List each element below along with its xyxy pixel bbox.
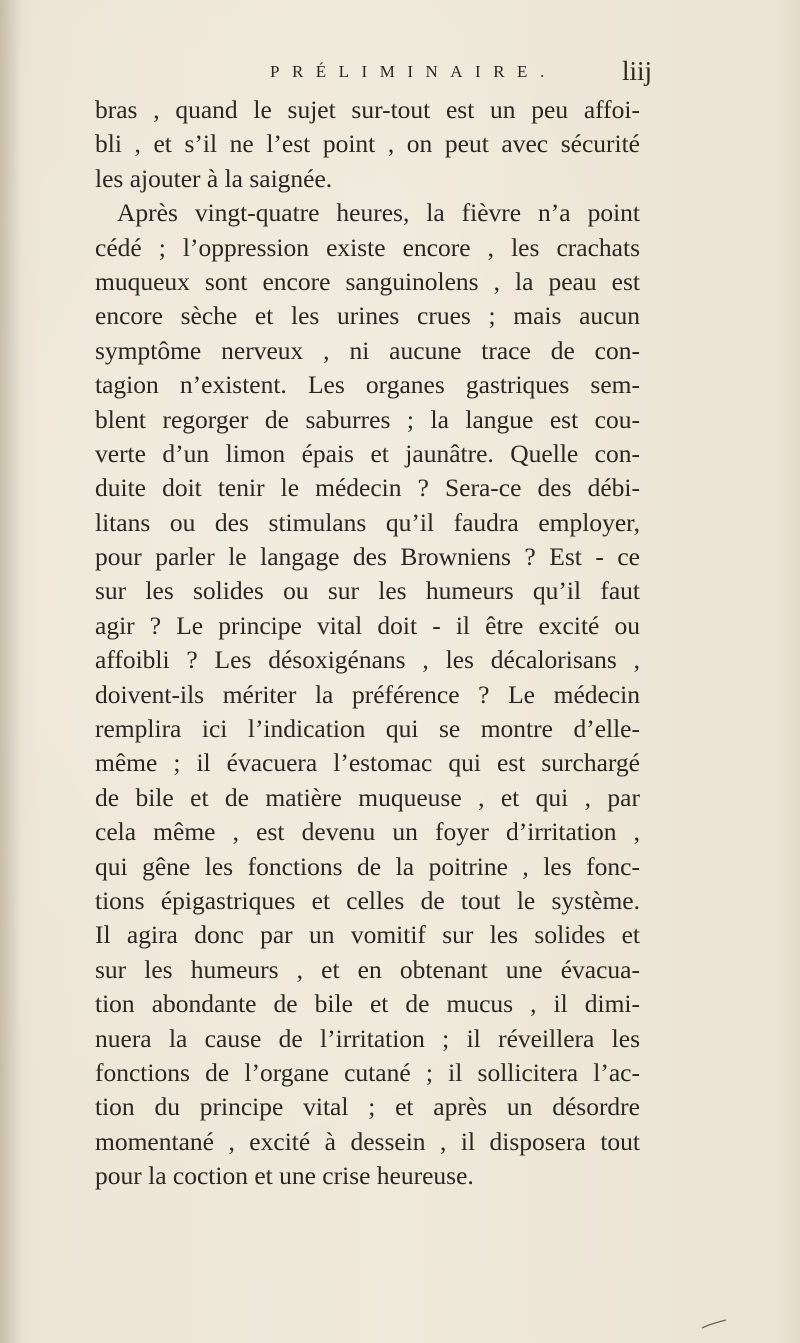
text-line: bras , quand le sujet sur-tout est un peu affoi- xyxy=(95,95,640,124)
text-line: momentané , excité à dessein , il disposera tout xyxy=(95,1126,640,1156)
text-line: blent regorger de saburres ; la langue est cou- xyxy=(95,404,640,434)
text-line: affoibli ? Les désoxigénans , les décalorisans , xyxy=(95,645,640,675)
ink-mark xyxy=(700,1318,728,1330)
text-line: cédé ; l’oppression existe encore , les crachats xyxy=(95,232,640,262)
text-line: nuera la cause de l’irritation ; il réveillera les xyxy=(95,1023,640,1053)
text-line: qui gêne les fonctions de la poitrine , les fonc- xyxy=(95,851,640,881)
text-line: tion du principe vital ; et après un désordre xyxy=(95,1092,640,1122)
text-line: même ; il évacuera l’estomac qui est surchargé xyxy=(95,748,640,778)
text-line: remplira ici l’indication qui se montre d’elle- xyxy=(95,714,640,744)
text-line: Il agira donc par un vomitif sur les solides et xyxy=(95,920,640,950)
text-line: cela même , est devenu un foyer d’irritation , xyxy=(95,817,640,847)
text-line: pour parler le langage des Browniens ? Est - ce xyxy=(95,542,640,572)
text-line: de bile et de matière muqueuse , et qui , par xyxy=(95,782,640,812)
text-line: verte d’un limon épais et jaunâtre. Quelle con- xyxy=(95,438,640,468)
text-line: pour la coction et une crise heureuse. xyxy=(95,1161,474,1191)
text-line: tions épigastriques et celles de tout le système. xyxy=(95,885,640,915)
text-line: agir ? Le principe vital doit - il être excité ou xyxy=(95,610,640,640)
text-line: duite doit tenir le médecin ? Sera-ce des débi- xyxy=(95,473,640,503)
text-line: encore sèche et les urines crues ; mais aucun xyxy=(95,301,640,331)
body-text xyxy=(95,93,640,1194)
text-line: symptôme nerveux , ni aucune trace de con- xyxy=(95,335,640,365)
text-line: sur les solides ou sur les humeurs qu’il faut xyxy=(95,576,640,606)
text-line: sur les humeurs , et en obtenant une évacua- xyxy=(95,954,640,984)
text-line: tagion n’existent. Les organes gastriques sem- xyxy=(95,370,640,400)
text-line: les ajouter à la saignée. xyxy=(95,163,333,193)
text-line: fonctions de l’organe cutané ; il sollicitera l’ac- xyxy=(95,1057,640,1087)
text-line: bli , et s’il ne l’est point , on peut avec sécurité xyxy=(95,129,640,159)
text-line: tion abondante de bile et de mucus , il dimi- xyxy=(95,989,640,1019)
gutter-shadow xyxy=(0,0,22,1343)
text-line: litans ou des stimulans qu’il faudra employer, xyxy=(95,507,640,537)
text-line: doivent-ils mériter la préférence ? Le médecin xyxy=(95,679,640,709)
running-title: PRÉLIMINAIRE. xyxy=(270,62,557,81)
text-line: muqueux sont encore sanguinolens , la peau est xyxy=(95,266,640,296)
text-line: Après vingt-quatre heures, la fièvre n’a point xyxy=(117,198,640,228)
page-header xyxy=(0,58,800,88)
page-number: liij xyxy=(622,56,653,86)
